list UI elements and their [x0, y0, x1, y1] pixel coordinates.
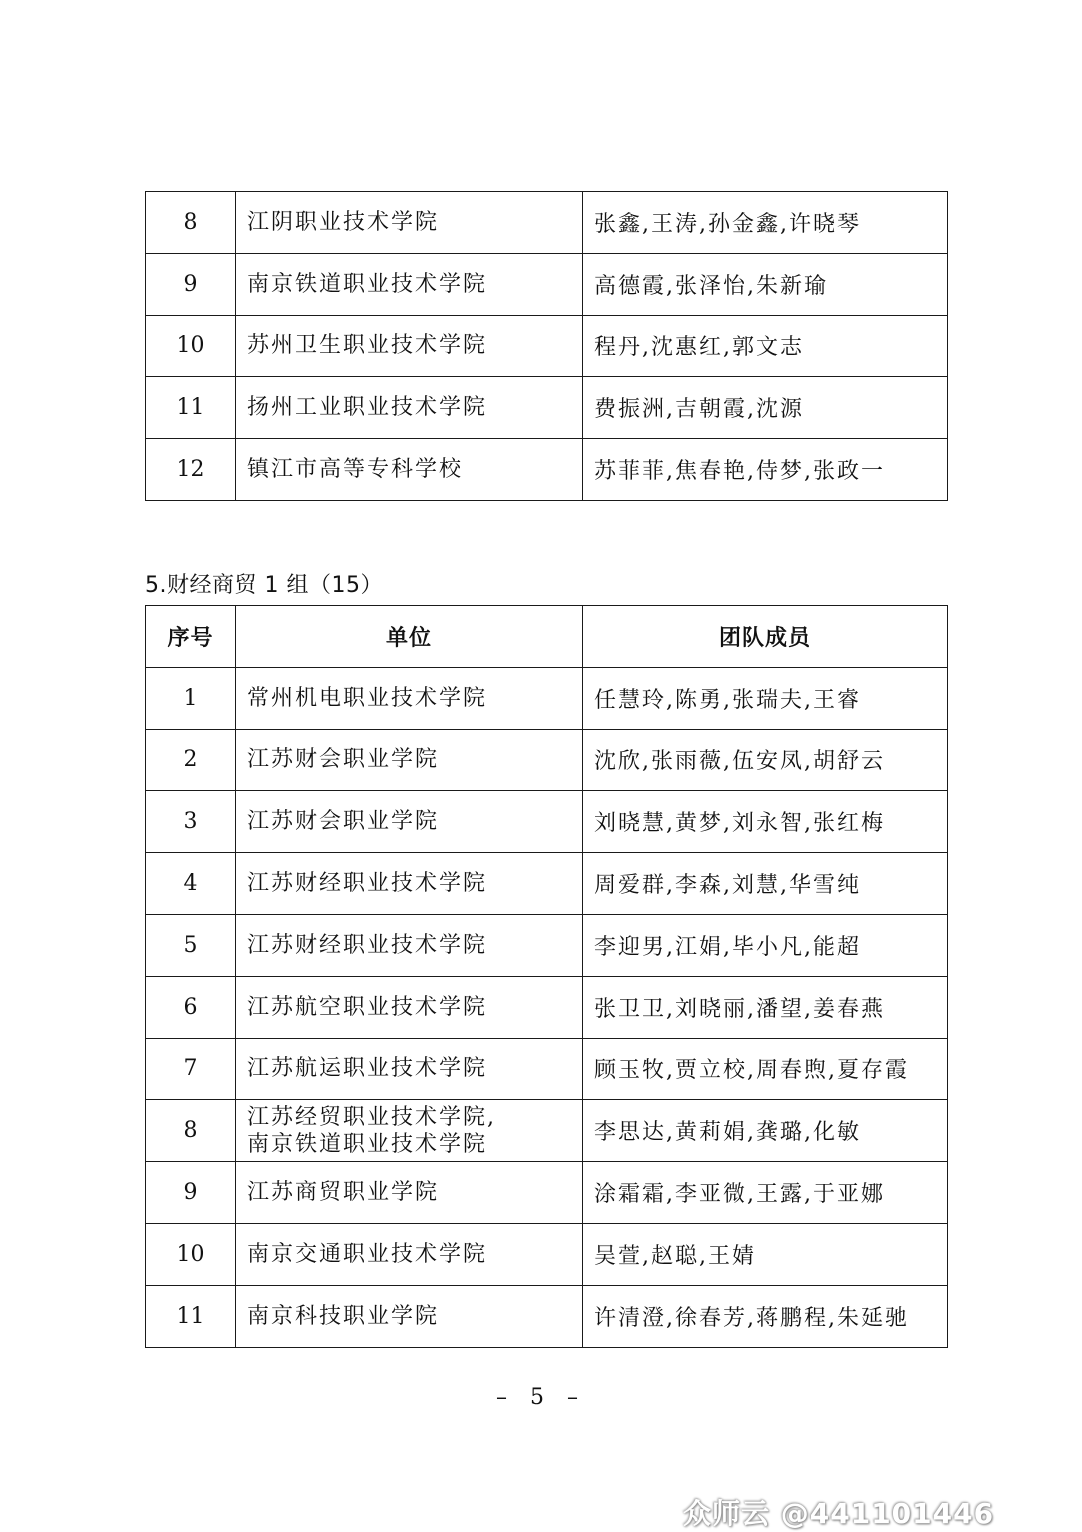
row-members: 高德霞,张泽怡,朱新瑜	[583, 253, 948, 315]
row-unit: 江苏财会职业学院	[236, 729, 583, 791]
row-members: 许清澄,徐春芳,蒋鹏程,朱延驰	[583, 1285, 948, 1347]
table-row	[146, 1285, 948, 1347]
table-row	[146, 853, 948, 915]
table-row	[146, 667, 948, 729]
row-unit: 江阴职业技术学院	[236, 192, 583, 254]
row-index: 5	[146, 914, 236, 976]
table-row	[146, 1100, 948, 1162]
row-index: 10	[146, 1223, 236, 1285]
table-row	[146, 315, 948, 377]
table-row	[146, 791, 948, 853]
row-members: 费振洲,吉朝霞,沈源	[583, 377, 948, 439]
row-index: 11	[146, 1285, 236, 1347]
row-members: 刘晓慧,黄梦,刘永智,张红梅	[583, 791, 948, 853]
row-members: 沈欣,张雨薇,伍安凤,胡舒云	[583, 729, 948, 791]
page-number: – 5 –	[496, 1385, 586, 1410]
row-unit-multiline	[236, 1100, 583, 1162]
header-index: 序号	[146, 606, 236, 668]
row-index: 9	[146, 253, 236, 315]
table-row	[146, 253, 948, 315]
row-index: 7	[146, 1038, 236, 1100]
row-index: 9	[146, 1162, 236, 1224]
table-row	[146, 976, 948, 1038]
header-members: 团队成员	[583, 606, 948, 668]
row-index: 1	[146, 667, 236, 729]
row-index: 8	[146, 192, 236, 254]
row-unit: 江苏财经职业技术学院	[236, 914, 583, 976]
row-members: 张鑫,王涛,孙金鑫,许晓琴	[583, 192, 948, 254]
header-unit: 单位	[236, 606, 583, 668]
team-table-finance-group-1	[145, 605, 948, 1348]
row-members: 周爱群,李森,刘慧,华雪纯	[583, 853, 948, 915]
table-row	[146, 192, 948, 254]
row-index: 4	[146, 853, 236, 915]
row-index: 3	[146, 791, 236, 853]
row-index: 10	[146, 315, 236, 377]
row-unit: 南京铁道职业技术学院	[236, 253, 583, 315]
table-row	[146, 729, 948, 791]
row-members: 李迎男,江娟,毕小凡,能超	[583, 914, 948, 976]
section-title: 5.财经商贸 1 组（15）	[145, 573, 383, 598]
row-members: 李思达,黄莉娟,龚璐,化敏	[583, 1100, 948, 1162]
row-unit: 江苏财经职业技术学院	[236, 853, 583, 915]
row-index: 11	[146, 377, 236, 439]
table-row	[146, 377, 948, 439]
row-index: 2	[146, 729, 236, 791]
table-header-row	[146, 606, 948, 668]
row-unit: 江苏商贸职业学院	[236, 1162, 583, 1224]
row-unit-line-2: 南京铁道职业技术学院	[247, 1131, 488, 1157]
row-index: 6	[146, 976, 236, 1038]
row-unit: 江苏财会职业学院	[236, 791, 583, 853]
row-members: 张卫卫,刘晓丽,潘望,姜春燕	[583, 976, 948, 1038]
team-table-continued	[145, 191, 948, 501]
row-unit: 苏州卫生职业技术学院	[236, 315, 583, 377]
table-row	[146, 914, 948, 976]
row-unit-line-1: 江苏经贸职业技术学院,	[247, 1104, 496, 1130]
watermark: 众师云 @441101446	[683, 1497, 995, 1530]
row-members: 苏菲菲,焦春艳,侍梦,张政一	[583, 439, 948, 501]
row-unit: 南京科技职业学院	[236, 1285, 583, 1347]
row-unit: 江苏航空职业技术学院	[236, 976, 583, 1038]
row-members: 任慧玲,陈勇,张瑞夫,王睿	[583, 667, 948, 729]
row-unit: 南京交通职业技术学院	[236, 1223, 583, 1285]
table-row	[146, 1162, 948, 1224]
table-row	[146, 439, 948, 501]
row-members: 程丹,沈惠红,郭文志	[583, 315, 948, 377]
row-unit: 江苏航运职业技术学院	[236, 1038, 583, 1100]
row-members: 顾玉牧,贾立校,周春煦,夏存霞	[583, 1038, 948, 1100]
row-unit: 常州机电职业技术学院	[236, 667, 583, 729]
row-unit: 镇江市高等专科学校	[236, 439, 583, 501]
table-row	[146, 1223, 948, 1285]
row-index: 8	[146, 1100, 236, 1162]
row-members: 涂霜霜,李亚微,王露,于亚娜	[583, 1162, 948, 1224]
row-index: 12	[146, 439, 236, 501]
row-unit: 扬州工业职业技术学院	[236, 377, 583, 439]
table-row	[146, 1038, 948, 1100]
row-members: 吴萱,赵聪,王婧	[583, 1223, 948, 1285]
